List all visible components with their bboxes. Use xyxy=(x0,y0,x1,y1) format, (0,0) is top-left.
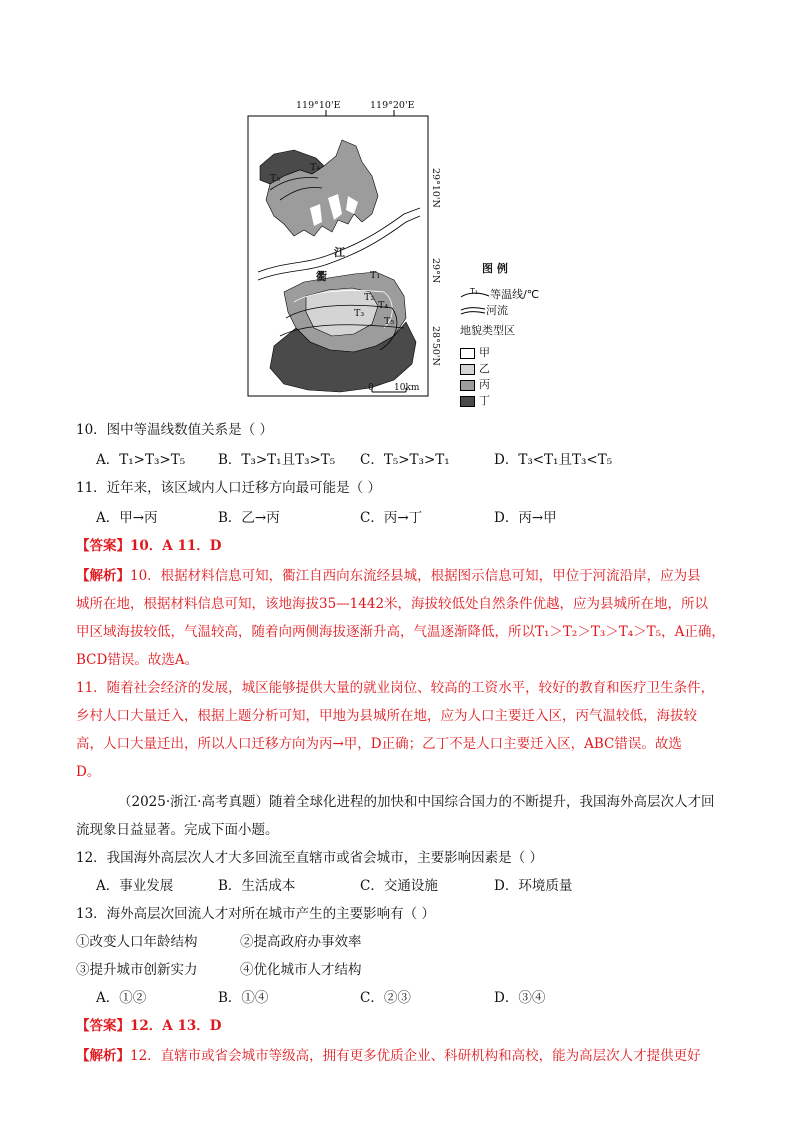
q13-option-b[interactable]: B．①④ xyxy=(218,990,269,1006)
analysis-text: 10．根据材料信息可知，衢江自西向东流经县城，根据图示信息可知，甲位于河流沿岸，应为县 xyxy=(130,568,701,584)
zone-swatch xyxy=(460,364,475,375)
question-11-stem: 11．近年来，该区域内人口迁移方向最可能是（ ） xyxy=(76,480,381,496)
q13-option-c[interactable]: C．②③ xyxy=(360,990,411,1006)
legend-zone-yi xyxy=(460,360,490,376)
q11-option-d[interactable]: D．丙→甲 xyxy=(494,510,557,526)
question-13-stem: 13．海外高层次回流人才对所在城市产生的主要影响有（ ） xyxy=(76,906,435,922)
analysis-line: 甲区域海拔较低，气温较高，随着向两侧海拔逐渐升高，气温逐渐降低，所以T₁＞T₂＞T₃＞T₄＞T₅，A正确， xyxy=(76,624,725,640)
isotherm-label: T₃ xyxy=(354,308,365,319)
answer-text: 12．A 13．D xyxy=(130,1018,222,1034)
analysis-text: 12．直辖市或省会城市等级高，拥有更多优质企业、科研机构和高校，能为高层次人才提供更好 xyxy=(130,1048,701,1064)
analysis-line: 城所在地，根据材料信息可知，该地海拔35—1442米，海拔较低处自然条件优越，应为县城所在地，所以 xyxy=(76,596,709,612)
q11-option-b[interactable]: B．乙→丙 xyxy=(218,510,280,526)
isotherm-symbol-label: T₁ xyxy=(470,287,479,296)
river-symbol-icon xyxy=(460,306,486,316)
analysis-tag: 【解析】 xyxy=(76,568,130,584)
scale-distance: 10km xyxy=(394,383,420,393)
q11-option-c[interactable]: C．丙→丁 xyxy=(360,510,423,526)
q13-option-a[interactable]: A．①② xyxy=(96,990,147,1006)
analysis-line: 11．随着社会经济的发展，城区能够提供大量的就业岗位、较高的工资水平，较好的教育和医疗卫生条件， xyxy=(76,680,715,696)
q12-option-c[interactable]: C．交通设施 xyxy=(360,878,438,894)
q13-item-3: ③提升城市创新实力 xyxy=(76,962,198,978)
scale-zero: 0 xyxy=(368,383,374,393)
isotherm-label: T₂ xyxy=(364,292,375,303)
analysis-line: 乡村人口大量迁入，根据上题分析可知，甲地为县城所在地，应为人口主要迁入区，丙气温较低，海拔较 xyxy=(76,708,697,724)
latitude-label: 29°N xyxy=(430,258,441,284)
legend-zone-title: 地貌类型区 xyxy=(460,324,515,337)
q12-option-d[interactable]: D．环境质量 xyxy=(494,878,573,894)
q13-item-2: ②提高政府办事效率 xyxy=(240,934,362,950)
answer-block-2 xyxy=(76,1016,221,1036)
legend-zone-jia xyxy=(460,344,490,360)
answer-tag: 【答案】 xyxy=(76,1018,130,1034)
longitude-label: 119°10'E xyxy=(296,100,341,111)
question-10-stem: 10．图中等温线数值关系是（ ） xyxy=(76,422,273,438)
q10-option-a[interactable]: A．T₁>T₃>T₅ xyxy=(96,452,186,468)
isotherm-label: T₄ xyxy=(378,300,389,311)
q11-option-a[interactable]: A．甲→丙 xyxy=(96,510,158,526)
analysis-tag: 【解析】 xyxy=(76,1048,130,1064)
question-12-stem: 12．我国海外高层次人才大多回流至直辖市或省会城市，主要影响因素是（ ） xyxy=(76,850,543,866)
q12-option-b[interactable]: B．生活成本 xyxy=(218,878,296,894)
analysis-line: 高，人口大量迁出，所以人口迁移方向为丙→甲，D正确；乙丁不是人口主要迁入区，ABC错误。故选 xyxy=(76,736,682,752)
q10-option-b[interactable]: B．T₃>T₁且T₃>T₅ xyxy=(218,452,336,468)
legend-title: 图 例 xyxy=(482,262,508,275)
river-name: 衢 xyxy=(316,270,327,283)
analysis-line: BCD错误。故选A。 xyxy=(76,652,199,668)
answer-text: 10．A 11．D xyxy=(130,538,222,554)
legend-isotherm xyxy=(460,286,547,302)
q10-option-c[interactable]: C．T₅>T₃>T₁ xyxy=(360,452,450,468)
zone-label: 丙 xyxy=(479,378,490,391)
legend-zone-ding xyxy=(460,392,490,408)
q13-item-1: ①改变人口年龄结构 xyxy=(76,934,198,950)
legend-river xyxy=(460,302,508,318)
zone-swatch xyxy=(460,348,475,359)
isotherm-label: T₅ xyxy=(384,316,395,327)
zone-label: 甲 xyxy=(479,346,490,359)
river-name: 江 xyxy=(334,246,345,259)
q10-option-d[interactable]: D．T₃<T₁且T₃<T₅ xyxy=(494,452,613,468)
analysis-line: D。 xyxy=(76,764,101,780)
isotherm-label: T₁ xyxy=(370,270,381,281)
q12-option-a[interactable]: A．事业发展 xyxy=(96,878,174,894)
zone-swatch xyxy=(460,380,475,391)
answer-tag: 【答案】 xyxy=(76,538,130,554)
q13-item-4: ④优化城市人才结构 xyxy=(240,962,362,978)
latitude-label: 28°50'N xyxy=(430,326,441,366)
material-line: （2025·浙江·高考真题）随着全球化进程的加快和中国综合国力的不断提升，我国海外高层次人才回 xyxy=(118,794,715,810)
analysis-line xyxy=(76,566,701,586)
legend-river-label: 河流 xyxy=(486,304,508,317)
legend-zone-bing xyxy=(460,376,490,392)
zone-swatch xyxy=(460,396,475,407)
latitude-label: 29°10'N xyxy=(430,168,441,208)
longitude-label: 119°20'E xyxy=(370,100,415,111)
legend-isotherm-label: 等温线/℃ xyxy=(490,288,540,301)
isotherm-label: T₅ xyxy=(270,173,281,184)
zone-label: 丁 xyxy=(479,394,490,407)
analysis-line xyxy=(76,1046,701,1066)
q13-option-d[interactable]: D．③④ xyxy=(494,990,546,1006)
answer-block-1 xyxy=(76,536,221,556)
isotherm-label: T₄ xyxy=(310,162,321,173)
material-line: 流现象日益显著。完成下面小题。 xyxy=(76,822,279,838)
zone-label: 乙 xyxy=(479,362,490,375)
